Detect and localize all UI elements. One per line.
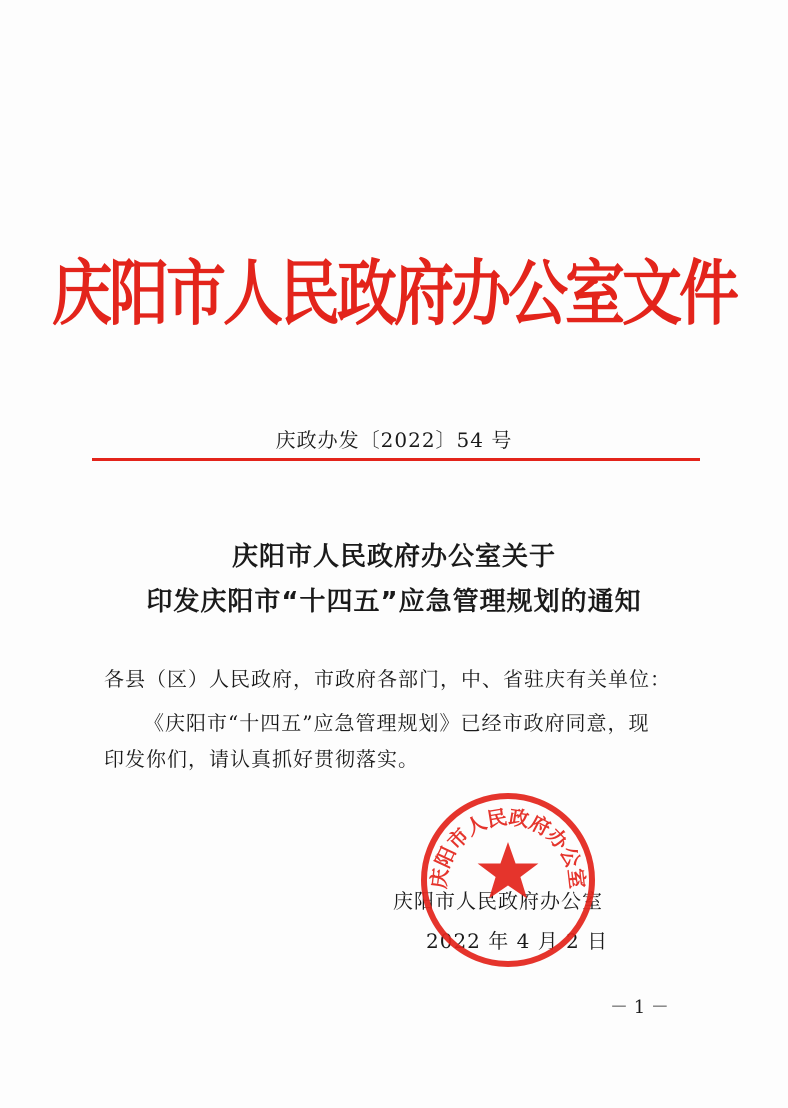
star-icon	[478, 842, 539, 899]
official-seal	[418, 790, 598, 970]
body-paragraph-line1: 《庆阳市“十四五”应急管理规划》已经市政府同意，现	[144, 711, 650, 735]
notice-title-line1: 庆阳市人民政府办公室关于	[231, 542, 556, 572]
seal-text: 庆阳市人民政府办公室	[426, 804, 590, 890]
issue-date: 2022 年 4 月 2 日	[426, 929, 609, 953]
issuer-name: 庆阳市人民政府办公室	[393, 889, 603, 913]
notice-title-line2: 印发庆阳市“十四五”应急管理规划的通知	[146, 587, 642, 617]
addressee: 各县（区）人民政府，市政府各部门，中、省驻庆有关单位：	[104, 667, 671, 691]
document-number: 庆政办发〔2022〕54 号	[275, 428, 513, 452]
document-header-title: 庆阳市人民政府办公室文件	[52, 253, 736, 336]
body-paragraph-line2: 印发你们，请认真抓好贯彻落实。	[104, 747, 419, 771]
page-number: － 1 －	[610, 997, 669, 1018]
red-divider-line	[92, 458, 700, 461]
